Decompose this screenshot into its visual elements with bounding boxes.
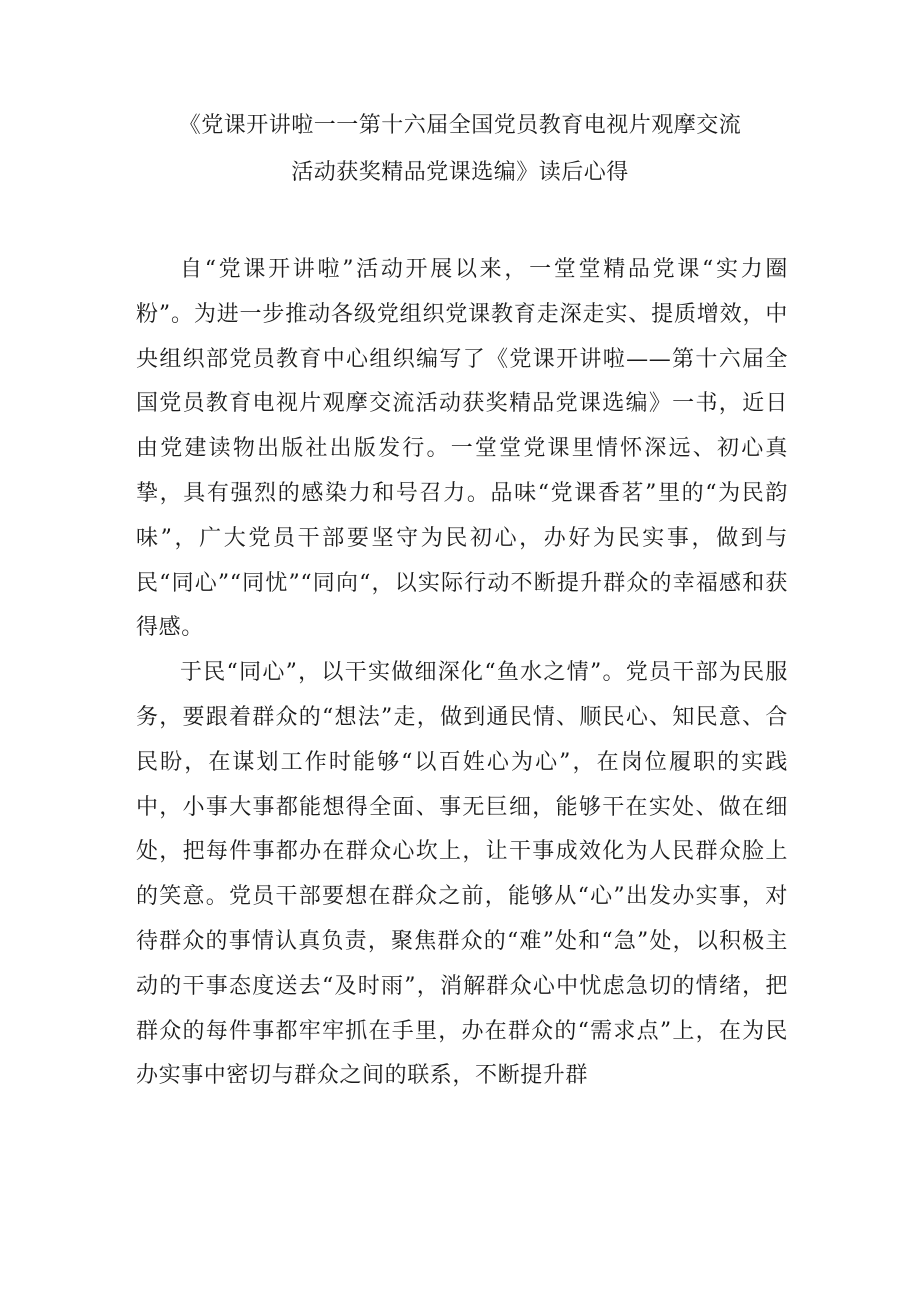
title-line-2: 活动获奖精品党课选编》读后心得 (291, 160, 629, 185)
paragraph-2: 于民“同心”，以干实做细深化“鱼水之情”。党员干部为民服务，要跟着群众的“想法”走，做到通民情、顺民心、知民意、合民盼，在谋划工作时能够“以百姓心为心”，在岗位履职的实践中，小事大事都能想得全面、事无巨细，能够干在实处、做在细处，把每件事都办在群众心坎上，让干事成效化为人民群众脸上的笑意。党员干部要想在群众之前，能够从“心”出发办实事，对待群众的事情认真负责，聚焦群众的“难”处和“急”处，以积极主动的干事态度送去“及时雨”，消解群众心中忧虑急切的情绪，把群众的每件事都牢牢抓在手里，办在群众的“需求点”上，在为民办实事中密切与群众之间的联系，不断提升群 (136, 660, 788, 1089)
document-body (136, 248, 788, 1099)
paragraph-1: 自“党课开讲啦”活动开展以来，一堂堂精品党课“实力圈粉”。为进一步推动各级党组织党课教育走深走实、提质增效，中央组织部党员教育中心组织编写了《党课开讲啦——第十六届全国党员教育电视片观摩交流活动获奖精品党课选编》一书，近日由党建读物出版社出版发行。一堂堂党课里情怀深远、初心真挚，具有强烈的感染力和号召力。品味“党课香茗”里的“为民韵味”，广大党员干部要坚守为民初心，办好为民实事，做到与民“同心”“同忧”“同向“，以实际行动不断提升群众的幸福感和获得感。 (136, 257, 788, 641)
document-title (100, 102, 820, 196)
title-line-1: 《党课开讲啦一一第十六届全国党员教育电视片观摩交流 (178, 113, 742, 138)
